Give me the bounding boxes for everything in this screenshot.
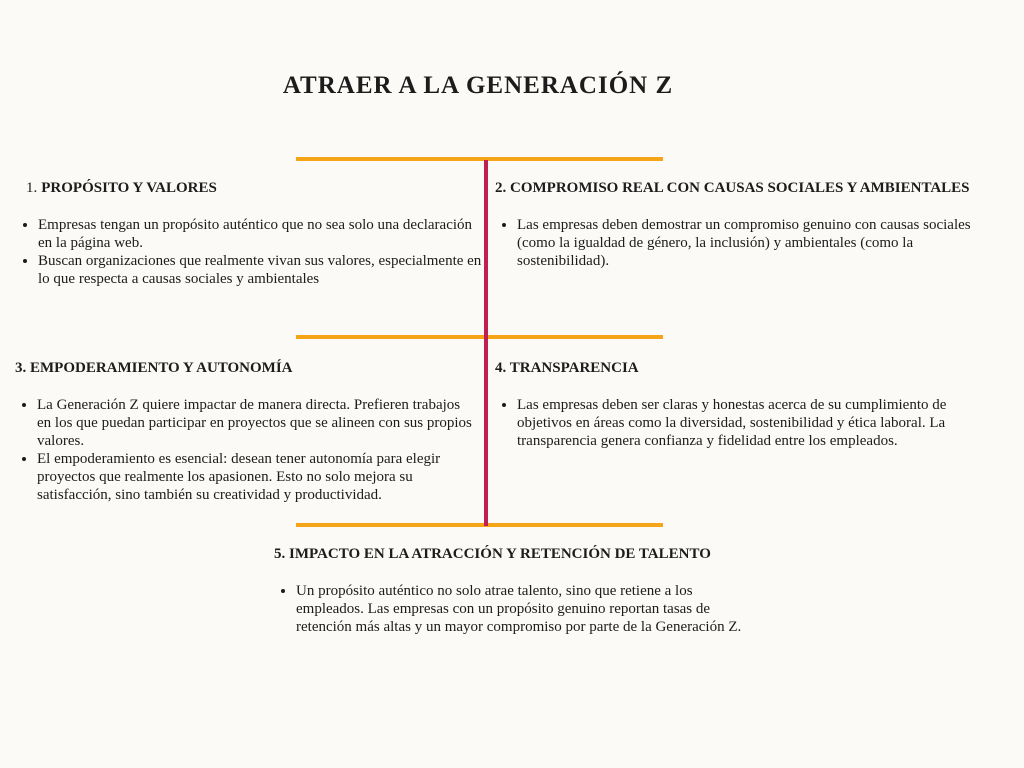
section-impacto	[274, 545, 744, 636]
list-item: • Un propósito auténtico no solo atrae talento, sino que retiene a los empleados. Las empresas con un propósito genuino reportan tasas de retención más altas y un mayor compromiso por parte de la Generación Z.	[296, 582, 744, 636]
bullet-list	[495, 216, 985, 270]
list-item: • El empoderamiento es esencial: desean tener autonomía para elegir proyectos que realmente los apasionen. Esto no solo mejora su satisfacción, sino también su creatividad y productividad.	[37, 450, 477, 504]
divider-top	[296, 157, 663, 161]
bullet-list	[15, 396, 477, 504]
section-heading: 3. EMPODERAMIENTO Y AUTONOMÍA	[15, 360, 293, 376]
section-transparencia	[495, 359, 985, 450]
section-heading: 4. TRANSPARENCIA	[495, 360, 639, 376]
section-proposito	[16, 179, 482, 288]
bullet-list	[16, 216, 482, 288]
section-number: 1.	[26, 180, 38, 196]
section-compromiso	[495, 179, 985, 270]
list-item: • Empresas tengan un propósito auténtico que no sea solo una declaración en la página web.	[38, 216, 482, 252]
bullet-list	[274, 582, 744, 636]
list-item: • Las empresas deben demostrar un compromiso genuino con causas sociales (como la igualdad de género, la inclusión) y ambientales (como la sostenibilidad).	[517, 216, 985, 270]
divider-bottom	[296, 523, 663, 527]
section-heading	[16, 179, 482, 198]
divider-middle	[296, 335, 663, 339]
list-item: • Buscan organizaciones que realmente vivan sus valores, especialmente en lo que respecta a causas sociales y ambientales	[38, 252, 482, 288]
section-empoderamiento	[15, 359, 477, 504]
page-title: ATRAER A LA GENERACIÓN Z	[282, 72, 674, 99]
divider-vertical	[484, 160, 488, 526]
section-heading-text: PROPÓSITO Y VALORES	[41, 180, 217, 196]
list-item: • La Generación Z quiere impactar de manera directa. Prefieren trabajos en los que puedan participar en proyectos que se alineen con sus propios valores.	[37, 396, 477, 450]
bullet-list	[495, 396, 985, 450]
section-heading: 5. IMPACTO EN LA ATRACCIÓN Y RETENCIÓN DE TALENTO	[274, 546, 711, 562]
list-item: • Las empresas deben ser claras y honestas acerca de su cumplimiento de objetivos en áreas como la diversidad, sostenibilidad y ética laboral. La transparencia genera confianza y fidelidad entre los empleados.	[517, 396, 985, 450]
section-heading: 2. COMPROMISO REAL CON CAUSAS SOCIALES Y AMBIENTALES	[495, 180, 970, 196]
